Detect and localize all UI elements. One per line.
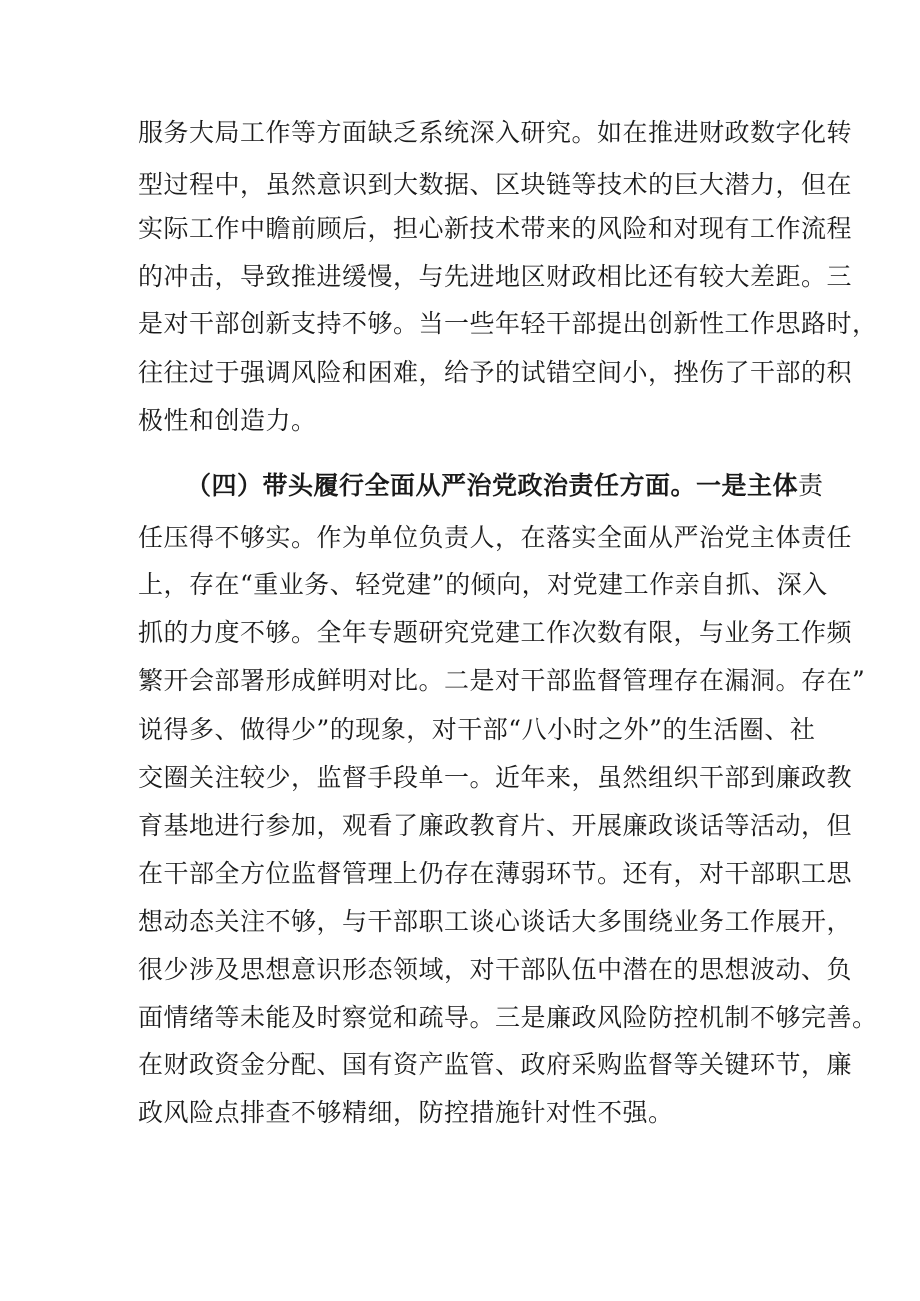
paragraph-2-line-2: 上，存在“重业务、轻党建”的倾向，对党建工作亲自抓、深入 — [138, 570, 828, 599]
paragraph-2-line-1: 任压得不够实。作为单位负责人，在落实全面从严治党主体责任 — [138, 523, 853, 552]
paragraph-1-line-6: 往往过于强调风险和困难，给予的试错空间小，挫伤了干部的积 — [138, 358, 853, 387]
paragraph-1-line-5: 是对干部创新支持不够。当一些年轻干部提出创新性工作思路时， — [138, 309, 878, 338]
paragraph-1-line-3: 实际工作中瞻前顾后，担心新技术带来的风险和对现有工作流程 — [138, 214, 853, 243]
paragraph-2-line-8: 在干部全方位监督管理上仍存在薄弱环节。还有，对干部职工思 — [138, 859, 853, 888]
paragraph-2-heading-line — [186, 466, 824, 506]
section-heading: （四）带头履行全面从严治党政治责任方面。一是主体 — [186, 471, 799, 500]
paragraph-2-line-10: 很少涉及思想意识形态领域，对干部队伍中潜在的思想波动、负 — [138, 955, 853, 984]
paragraph-2-line-5: 说得多、做得少”的现象，对干部“八小时之外”的生活圈、社 — [138, 715, 816, 744]
paragraph-2-line-9: 想动态关注不够，与干部职工谈心谈话大多围绕业务工作展开， — [138, 907, 853, 936]
paragraph-2-line-13: 政风险点排查不够精细，防控措施针对性不强。 — [138, 1098, 674, 1127]
heading-tail-text: 责 — [798, 471, 824, 500]
paragraph-2-line-6: 交圈关注较少，监督手段单一。近年来，虽然组织干部到廉政教 — [138, 763, 853, 792]
paragraph-1-line-1: 服务大局工作等方面缺乏系统深入研究。如在推进财政数字化转 — [138, 118, 853, 147]
paragraph-1-line-7: 极性和创造力。 — [138, 406, 317, 435]
paragraph-1-line-2: 型过程中，虽然意识到大数据、区块链等技术的巨大潜力，但在 — [138, 170, 853, 199]
paragraph-1-line-4: 的冲击，导致推进缓慢，与先进地区财政相比还有较大差距。三 — [138, 262, 853, 291]
paragraph-2-line-4: 繁开会部署形成鲜明对比。二是对干部监督管理存在漏洞。存在” — [138, 666, 866, 695]
paragraph-2-line-12: 在财政资金分配、国有资产监管、政府采购监督等关键环节，廉 — [138, 1050, 853, 1079]
paragraph-2-line-3: 抓的力度不够。全年专题研究党建工作次数有限，与业务工作频 — [138, 618, 853, 647]
paragraph-2-line-7: 育基地进行参加，观看了廉政教育片、开展廉政谈话等活动，但 — [138, 811, 853, 840]
paragraph-2-line-11: 面情绪等未能及时察觉和疏导。三是廉政风险防控机制不够完善。 — [138, 1003, 878, 1032]
